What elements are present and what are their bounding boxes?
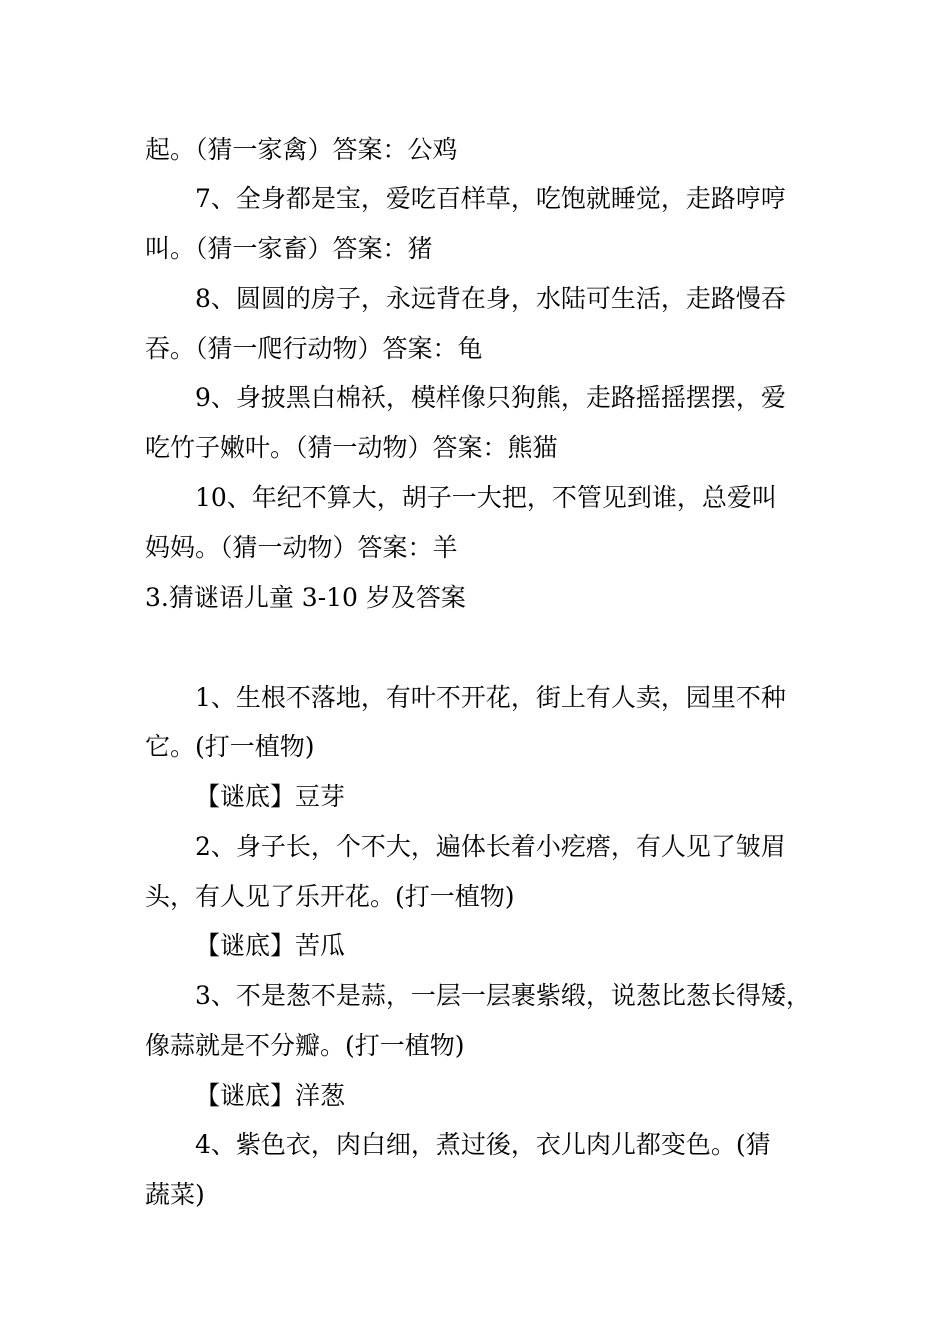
plant-riddle-3-line-1: 3、不是葱不是蒜，一层一层裹紫缎，说葱比葱长得矮，: [195, 981, 811, 1010]
plant-riddle-2-line-1: 2、身子长，个不大，遍体长着小疙瘩，有人见了皱眉: [195, 832, 786, 861]
vegetable-riddle-4-line-2: 蔬菜): [145, 1180, 205, 1209]
riddle-9-question-line: 9、身披黑白棉袄，模样像只狗熊，走路摇摇摆摆，爱: [195, 383, 786, 412]
section-heading: 3.猜谜语儿童 3-10 岁及答案: [145, 583, 466, 612]
riddle-8-question-line: 8、圆圆的房子，永远背在身，水陆可生活，走路慢吞: [195, 284, 786, 313]
riddle-7-answer-line: 叫。（猜一家畜）答案：猪: [145, 234, 433, 263]
plant-riddle-3-solution: 【谜底】洋葱: [195, 1081, 346, 1110]
riddle-9-answer-line: 吃竹子嫩叶。（猜一动物）答案：熊猫: [145, 433, 558, 462]
plant-riddle-1-line-1: 1、生根不落地，有叶不开花，街上有人卖，园里不种: [195, 683, 786, 712]
riddle-10-question-line: 10、年纪不算大，胡子一大把，不管见到谁，总爱叫: [195, 483, 777, 512]
riddle-6-answer-line: 起。（猜一家禽）答案：公鸡: [145, 135, 458, 164]
plant-riddle-1-solution: 【谜底】豆芽: [195, 782, 346, 811]
plant-riddle-2-line-2: 头，有人见了乐开花。(打一植物): [145, 882, 515, 911]
vegetable-riddle-4-line-1: 4、紫色衣，肉白细，煮过後，衣儿肉儿都变色。(猜: [195, 1130, 771, 1159]
riddle-10-answer-line: 妈妈。（猜一动物）答案：羊: [145, 533, 458, 562]
plant-riddle-1-line-2: 它。(打一植物): [145, 732, 315, 761]
plant-riddle-3-line-2: 像蒜就是不分瓣。(打一植物): [145, 1031, 465, 1060]
riddle-8-answer-line: 吞。（猜一爬行动物）答案：龟: [145, 334, 483, 363]
plant-riddle-2-solution: 【谜底】苦瓜: [195, 931, 346, 960]
riddle-7-question-line: 7、全身都是宝，爱吃百样草，吃饱就睡觉，走路哼哼: [195, 184, 786, 213]
